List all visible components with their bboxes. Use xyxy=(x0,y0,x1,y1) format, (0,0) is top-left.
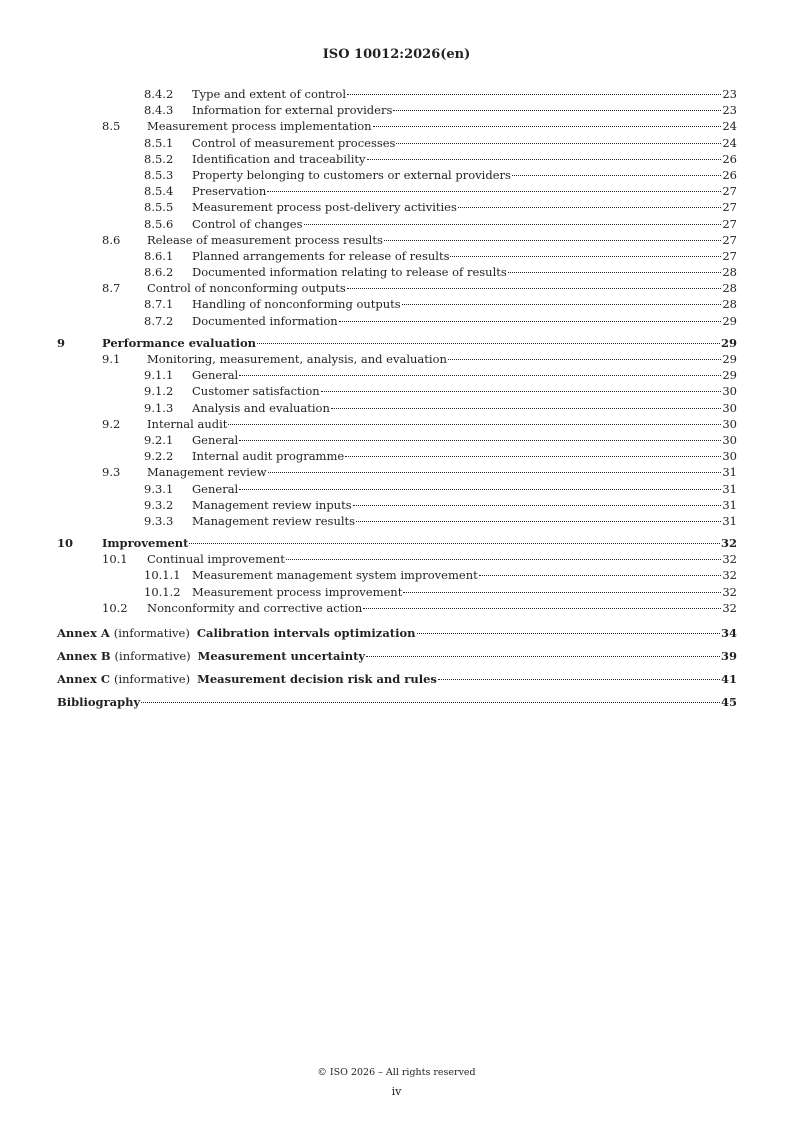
toc-entry-number: 9.3.2 xyxy=(144,497,174,512)
dot-leader xyxy=(321,390,722,392)
toc-entry-9-2[interactable] xyxy=(57,416,737,432)
dot-leader xyxy=(373,125,722,127)
toc-entry-number: 8.5.2 xyxy=(144,151,174,166)
toc-entry-9-1-2[interactable] xyxy=(57,383,737,399)
toc-entry-8-5-3[interactable] xyxy=(57,167,737,183)
dot-leader xyxy=(257,342,720,344)
dot-leader xyxy=(286,558,722,560)
toc-entry-title: Measurement process post-delivery activities xyxy=(192,200,457,215)
toc-entry-title: Type and extent of control xyxy=(192,87,346,101)
document-header: ISO 10012:2026(en) xyxy=(322,47,471,62)
toc-entry-number: 10.1.2 xyxy=(144,584,181,599)
toc-entry-9-1[interactable] xyxy=(57,351,737,367)
dot-leader xyxy=(331,407,721,409)
toc-entry-number: 8.7 xyxy=(102,281,121,296)
toc-entry-number: 8.5.4 xyxy=(144,184,174,199)
toc-entry-page: 30 xyxy=(722,400,737,415)
annex-label: Annex B xyxy=(57,649,111,663)
toc-entry-title: Nonconformity and corrective action xyxy=(147,600,363,615)
dot-leader xyxy=(448,358,721,360)
toc-entry-title: Analysis and evaluation xyxy=(192,400,330,415)
toc-entry-title: Internal audit programme xyxy=(192,449,345,464)
toc-entry-title: Measurement decision risk and rules xyxy=(197,672,437,686)
dot-leader xyxy=(189,542,720,544)
dot-leader xyxy=(479,574,722,576)
toc-entry-number: 9.1 xyxy=(102,352,121,366)
toc-entry-page: 26 xyxy=(722,167,737,182)
toc-entry-title: Control of nonconforming outputs xyxy=(147,281,346,296)
dot-leader xyxy=(363,607,721,609)
toc-entry-number: 8.7.2 xyxy=(144,313,174,328)
annex-kind: (informative) xyxy=(113,626,190,640)
toc-entry-title: Release of measurement process results xyxy=(147,232,383,247)
dot-leader xyxy=(403,591,721,593)
toc-entry-page: 30 xyxy=(722,432,737,447)
toc-entry-9-2-1[interactable] xyxy=(57,432,737,448)
toc-entry-9[interactable] xyxy=(57,335,737,351)
dot-leader xyxy=(393,109,721,111)
toc-entry-page: 32 xyxy=(722,584,737,599)
toc-entry-page: 39 xyxy=(720,649,737,663)
toc-entry-page: 45 xyxy=(720,695,737,709)
annex-kind: (informative) xyxy=(114,649,191,663)
dot-leader xyxy=(347,93,721,95)
toc-entry-title: Documented information xyxy=(192,313,338,328)
toc-entry-number: 8.5 xyxy=(102,119,121,134)
toc-entry-title: Management review inputs xyxy=(192,497,352,512)
toc-entry-number: 8.4.3 xyxy=(144,103,174,118)
toc-entry-9-3-1[interactable] xyxy=(57,481,737,497)
toc-entry-page: 29 xyxy=(722,313,737,328)
toc-entry-title: Improvement xyxy=(102,536,189,551)
toc-entry-annex-a[interactable] xyxy=(57,622,737,645)
toc-entry-title: Management review xyxy=(147,465,267,480)
toc-entry-title: General xyxy=(192,368,239,383)
dot-leader xyxy=(417,632,720,634)
dot-leader xyxy=(347,287,722,289)
toc-entry-8-7[interactable] xyxy=(57,280,737,296)
dot-leader xyxy=(268,471,722,473)
toc-entry-annex-c[interactable] xyxy=(57,668,737,691)
toc-entry-title: Planned arrangements for release of results xyxy=(192,248,450,263)
dot-leader xyxy=(366,655,720,657)
toc-entry-number: 10.1.1 xyxy=(144,568,181,583)
toc-entry-title: General xyxy=(192,481,239,496)
toc-entry-page: 26 xyxy=(722,151,737,166)
toc-entry-title: Information for external providers xyxy=(192,103,393,118)
toc-entry-10-1[interactable] xyxy=(57,551,737,567)
toc-entry-page: 32 xyxy=(720,536,737,551)
dot-leader xyxy=(339,320,722,322)
dot-leader xyxy=(396,142,721,144)
toc-entry-number: 8.7.1 xyxy=(144,297,174,312)
toc-entry-title: General xyxy=(192,432,239,447)
toc-entry-page: 24 xyxy=(722,135,737,150)
toc-entry-page: 31 xyxy=(722,497,737,512)
toc-entry-page: 29 xyxy=(722,352,737,366)
toc-entry-title: Control of changes xyxy=(192,216,303,231)
toc-entry-number: 8.5.3 xyxy=(144,167,174,182)
toc-entry-8-5-4[interactable] xyxy=(57,183,737,199)
dot-leader xyxy=(228,423,721,425)
toc-entry-page: 41 xyxy=(720,672,737,686)
dot-leader xyxy=(450,255,721,257)
toc-entry-8-5-5[interactable] xyxy=(57,199,737,215)
table-of-contents xyxy=(57,86,737,714)
toc-entry-page: 23 xyxy=(722,103,737,118)
toc-entry-title: Internal audit xyxy=(147,416,228,431)
toc-entry-page: 30 xyxy=(722,449,737,464)
dot-leader xyxy=(239,439,721,441)
toc-entry-page: 31 xyxy=(722,465,737,480)
toc-entry-8-4-2[interactable] xyxy=(57,86,737,102)
toc-entry-number: 10.2 xyxy=(102,600,128,615)
toc-entry-bibliography[interactable] xyxy=(57,691,737,714)
toc-entry-title: Property belonging to customers or external providers xyxy=(192,167,511,182)
dot-leader xyxy=(345,455,721,457)
toc-entry-page: 32 xyxy=(722,600,737,615)
dot-leader xyxy=(402,303,722,305)
toc-entry-number: 9.1.3 xyxy=(144,400,174,415)
toc-entry-number: 9.2 xyxy=(102,416,121,431)
toc-entry-8-4-3[interactable] xyxy=(57,102,737,118)
dot-leader xyxy=(239,374,721,376)
toc-entry-page: 28 xyxy=(722,281,737,296)
toc-entry-9-2-2[interactable] xyxy=(57,448,737,464)
dot-leader xyxy=(141,701,720,703)
dot-leader xyxy=(367,158,722,160)
dot-leader xyxy=(304,223,722,225)
toc-entry-page: 27 xyxy=(722,216,737,231)
toc-entry-title: Measurement process implementation xyxy=(147,119,372,134)
dot-leader xyxy=(267,190,721,192)
toc-entry-number: 9.3.3 xyxy=(144,513,174,528)
toc-entry-title: Continual improvement xyxy=(147,552,285,567)
toc-entry-title: Calibration intervals optimization xyxy=(196,626,416,640)
toc-entry-8-6-2[interactable] xyxy=(57,264,737,280)
toc-entry-page: 28 xyxy=(722,265,737,280)
toc-entry-title: Measurement uncertainty xyxy=(197,649,366,663)
toc-entry-10-1-2[interactable] xyxy=(57,584,737,600)
toc-entry-page: 27 xyxy=(722,232,737,247)
toc-entry-number: 9.2.1 xyxy=(144,432,174,447)
toc-entry-8-7-2[interactable] xyxy=(57,313,737,329)
toc-entry-number: 8.5.6 xyxy=(144,216,174,231)
toc-entry-number: 8.6.1 xyxy=(144,248,174,263)
toc-entry-number: 9.1.1 xyxy=(144,368,174,383)
toc-entry-title: Measurement management system improvement xyxy=(192,568,478,583)
toc-entry-page: 32 xyxy=(722,552,737,567)
toc-entry-number: 9 xyxy=(57,335,66,350)
annex-label: Annex A xyxy=(57,626,110,640)
toc-entry-page: 27 xyxy=(722,184,737,199)
toc-entry-9-3-3[interactable] xyxy=(57,513,737,529)
dot-leader xyxy=(356,520,721,522)
toc-entry-page: 30 xyxy=(722,384,737,399)
toc-entry-title: Identification and traceability xyxy=(192,151,366,166)
toc-entry-number: 9.1.2 xyxy=(144,384,174,399)
toc-entry-page: 31 xyxy=(722,481,737,496)
toc-entry-8-5-1[interactable] xyxy=(57,135,737,151)
dot-leader xyxy=(239,488,721,490)
toc-entry-title: Handling of nonconforming outputs xyxy=(192,297,401,312)
toc-entry-8-6[interactable] xyxy=(57,232,737,248)
toc-entry-number: 10.1 xyxy=(102,552,128,567)
dot-leader xyxy=(353,504,722,506)
toc-entry-page: 23 xyxy=(722,87,737,101)
toc-entry-page: 27 xyxy=(722,200,737,215)
toc-entry-8-5-6[interactable] xyxy=(57,216,737,232)
toc-entry-9-1-1[interactable] xyxy=(57,367,737,383)
annex-kind: (informative) xyxy=(113,672,191,686)
toc-entry-9-1-3[interactable] xyxy=(57,400,737,416)
dot-leader xyxy=(384,239,721,241)
page-number: iv xyxy=(391,1085,402,1098)
toc-entry-title: Preservation xyxy=(192,184,267,199)
toc-entry-title: Bibliography xyxy=(57,695,141,709)
toc-entry-number: 8.6.2 xyxy=(144,265,174,280)
toc-entry-number: 8.4.2 xyxy=(144,87,174,101)
toc-entry-page: 24 xyxy=(722,119,737,134)
toc-entry-title: Monitoring, measurement, analysis, and evaluation xyxy=(147,352,447,366)
toc-entry-8-5[interactable] xyxy=(57,118,737,134)
copyright-footer: © ISO 2026 – All rights reserved xyxy=(317,1067,476,1078)
toc-entry-title: Performance evaluation xyxy=(102,335,257,350)
toc-entry-page: 28 xyxy=(722,297,737,312)
toc-entry-title: Measurement process improvement xyxy=(192,584,403,599)
toc-entry-number: 9.3 xyxy=(102,465,121,480)
toc-entry-annex-b[interactable] xyxy=(57,645,737,668)
toc-entry-title: Customer satisfaction xyxy=(192,384,320,399)
toc-entry-page: 29 xyxy=(720,335,737,350)
toc-entry-page: 32 xyxy=(722,568,737,583)
dot-leader xyxy=(458,206,721,208)
dot-leader xyxy=(438,678,720,680)
toc-entry-9-3-2[interactable] xyxy=(57,497,737,513)
toc-entry-number: 9.3.1 xyxy=(144,481,174,496)
toc-entry-8-6-1[interactable] xyxy=(57,248,737,264)
toc-entry-10[interactable] xyxy=(57,535,737,551)
toc-entry-10-1-1[interactable] xyxy=(57,567,737,583)
toc-entry-8-5-2[interactable] xyxy=(57,151,737,167)
toc-entry-page: 30 xyxy=(722,416,737,431)
toc-entry-page: 34 xyxy=(720,626,737,640)
toc-entry-number: 8.5.5 xyxy=(144,200,174,215)
toc-entry-page: 31 xyxy=(722,513,737,528)
toc-entry-page: 29 xyxy=(722,368,737,383)
toc-entry-8-7-1[interactable] xyxy=(57,296,737,312)
toc-entry-title: Management review results xyxy=(192,513,356,528)
annex-label: Annex C xyxy=(57,672,110,686)
toc-entry-title: Control of measurement processes xyxy=(192,135,396,150)
toc-entry-number: 8.5.1 xyxy=(144,135,174,150)
toc-entry-10-2[interactable] xyxy=(57,600,737,616)
toc-entry-number: 9.2.2 xyxy=(144,449,174,464)
toc-entry-9-3[interactable] xyxy=(57,464,737,480)
dot-leader xyxy=(512,174,721,176)
toc-entry-number: 8.6 xyxy=(102,232,121,247)
toc-entry-page: 27 xyxy=(722,248,737,263)
toc-entry-title: Documented information relating to release of results xyxy=(192,265,507,280)
dot-leader xyxy=(508,271,722,273)
toc-entry-number: 10 xyxy=(57,536,74,551)
